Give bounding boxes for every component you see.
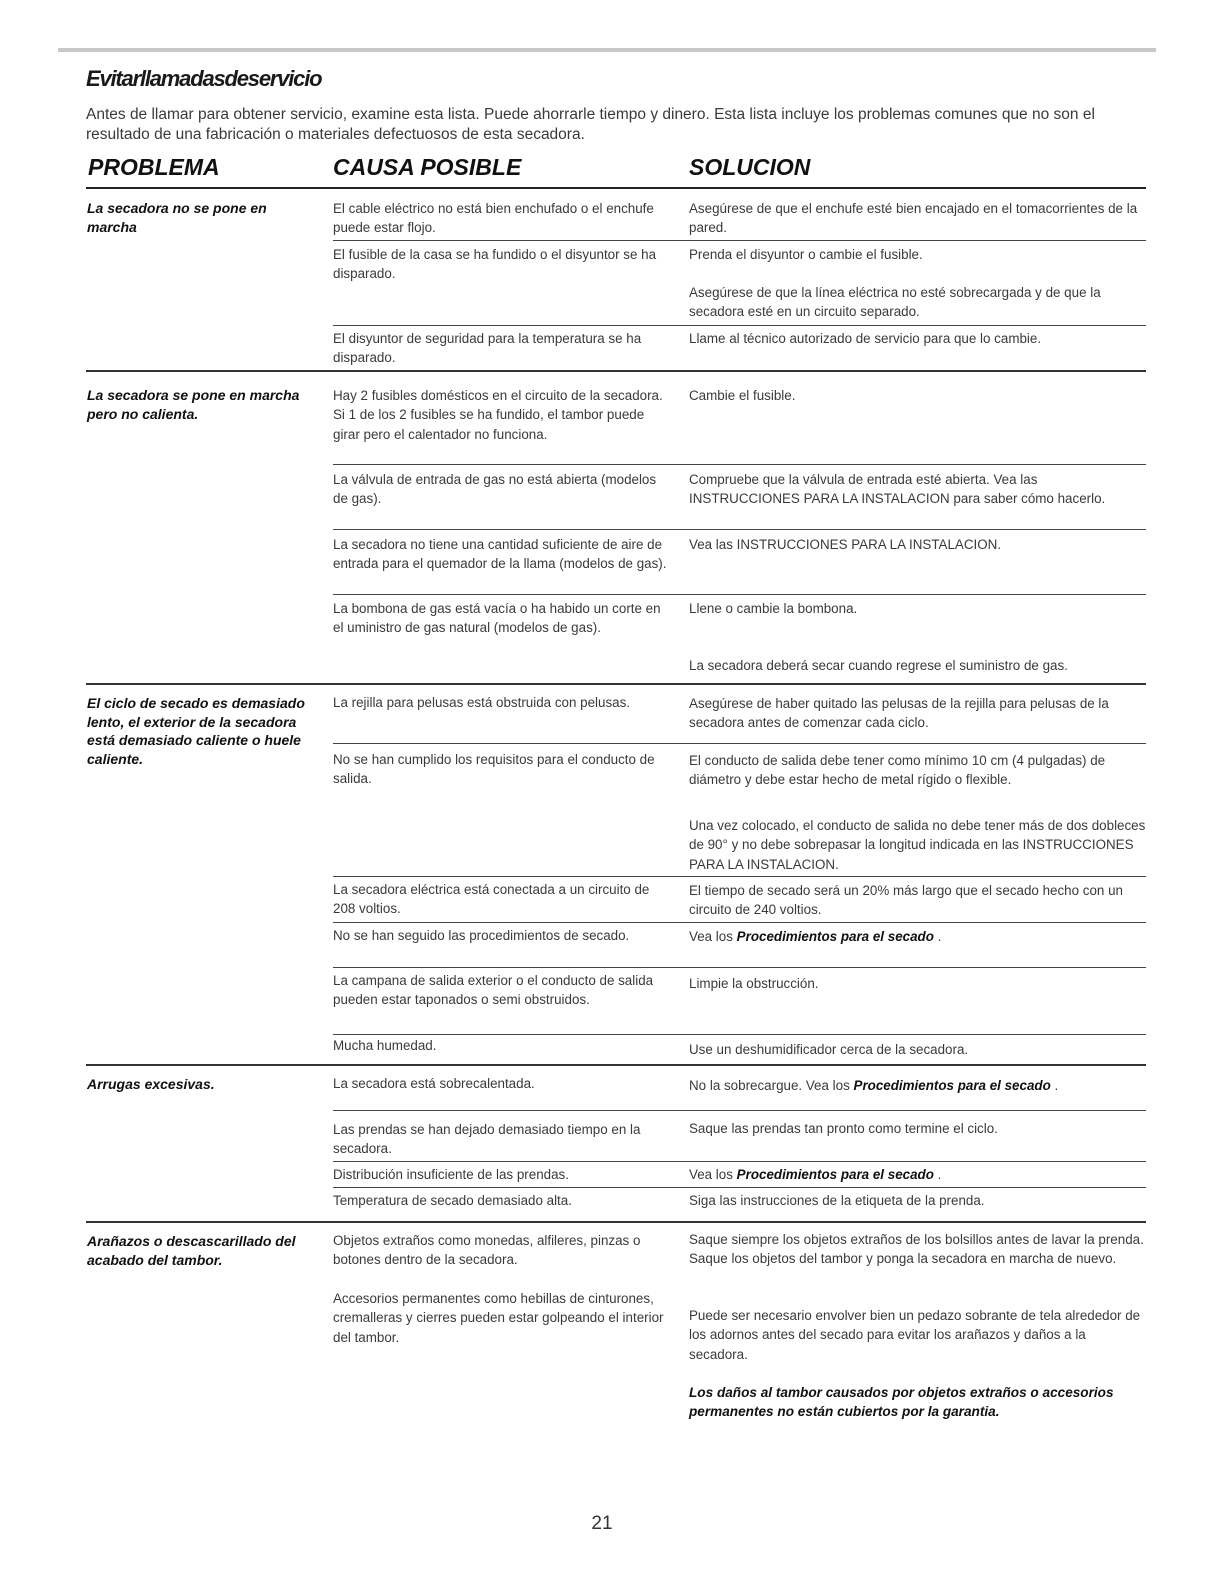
solution: Limpie la obstrucción.: [689, 976, 819, 991]
section-divider: [86, 370, 1146, 372]
section-divider: [86, 683, 1146, 685]
solution: El conducto de salida debe tener como mínimo 10 cm (4 pulgadas) de diámetro y debe estar hecho de metal rígido o flexible.: [689, 753, 1106, 788]
solution: Prenda el disyuntor o cambie el fusible.: [689, 247, 923, 262]
row-divider: [333, 240, 1146, 241]
cause: Mucha humedad.: [333, 1038, 437, 1053]
header-cause: CAUSA POSIBLE: [333, 154, 522, 180]
procedures-link-text: Procedimientos para el secado: [736, 929, 934, 944]
header-rule: [86, 187, 1146, 189]
cause: Accesorios permanentes como hebillas de cinturones, cremalleras y cierres pueden estar golpeando el interior del tambor.: [333, 1291, 664, 1345]
page-title: Evitarllamadasdeservicio: [86, 66, 322, 91]
solution: Asegúrese de haber quitado las pelusas de la rejilla para pelusas de la secadora antes de comenzar cada ciclo.: [689, 696, 1109, 731]
row-divider: [333, 876, 1146, 877]
cause: No se han cumplido los requisitos para el conducto de salida.: [333, 752, 655, 787]
problem-wrinkles: Arrugas excesivas.: [87, 1076, 215, 1092]
cause: La rejilla para pelusas está obstruida con pelusas.: [333, 695, 631, 710]
section-divider: [86, 1064, 1146, 1066]
row-divider: [333, 1034, 1146, 1035]
solution: Llene o cambie la bombona.: [689, 601, 858, 616]
cause: La campana de salida exterior o el conducto de salida pueden estar taponados o semi obstruidos.: [333, 973, 654, 1008]
cause: El cable eléctrico no está bien enchufado o el enchufe puede estar flojo.: [333, 201, 654, 236]
cause: La bombona de gas está vacía o ha habido un corte en el uministro de gas natural (modelos de gas).: [333, 601, 661, 636]
row-divider: [333, 922, 1146, 923]
warranty-note: Los daños al tambor causados por objetos extraños o accesorios permanentes no están cubiertos por la garantia.: [689, 1385, 1114, 1420]
cause: La secadora está sobrecalentada.: [333, 1076, 535, 1091]
solution: Cambie el fusible.: [689, 388, 796, 403]
row-divider: [333, 1110, 1146, 1111]
problem-no-start: La secadora no se pone en marcha: [87, 200, 267, 235]
row-divider: [333, 1187, 1146, 1188]
solution: Llame al técnico autorizado de servicio para que lo cambie.: [689, 331, 1042, 346]
solution: Asegúrese de que el enchufe esté bien encajado en el tomacorrientes de la pared.: [689, 201, 1138, 236]
cause: El disyuntor de seguridad para la temperatura se ha disparado.: [333, 331, 642, 366]
cause: Las prendas se han dejado demasiado tiempo en la secadora.: [333, 1122, 641, 1157]
header-solution: SOLUCION: [689, 154, 811, 180]
cause: Hay 2 fusibles domésticos en el circuito de la secadora. Si 1 de los 2 fusibles se ha fundido, el tambor puede girar pero el calentador no funciona.: [333, 388, 663, 442]
cause: La secadora eléctrica está conectada a un circuito de 208 voltios.: [333, 882, 650, 917]
solution: Puede ser necesario envolver bien un pedazo sobrante de tela alrededor de los adornos antes del secado para evitar los arañazos y daños a la secadora.: [689, 1308, 1141, 1362]
page-number: 21: [591, 1513, 613, 1534]
solution: Compruebe que la válvula de entrada esté abierta. Vea las INSTRUCCIONES PARA LA INSTALACION para saber cómo hacerlo.: [689, 472, 1106, 507]
problem-no-heat: La secadora se pone en marcha pero no calienta.: [87, 387, 300, 422]
row-divider: [333, 743, 1146, 744]
row-divider: [333, 1161, 1146, 1162]
cause: Temperatura de secado demasiado alta.: [333, 1193, 572, 1208]
solution: Una vez colocado, el conducto de salida no debe tener más de dos dobleces de 90° y no debe sobrepasar la longitud indicada en las INSTRUCCIONES PARA LA INSTALACION.: [689, 818, 1146, 872]
cause: Objetos extraños como monedas, alfileres, pinzas o botones dentro de la secadora.: [333, 1233, 641, 1268]
procedures-link-text: Procedimientos para el secado: [736, 1167, 934, 1182]
solution: Siga las instrucciones de la etiqueta de la prenda.: [689, 1193, 985, 1208]
top-divider: [58, 48, 1156, 52]
cause: No se han seguido las procedimientos de secado.: [333, 928, 630, 943]
solution: Saque las prendas tan pronto como termine el ciclo.: [689, 1121, 998, 1136]
cause: El fusible de la casa se ha fundido o el disyuntor se ha disparado.: [333, 247, 657, 282]
cause: La válvula de entrada de gas no está abierta (modelos de gas).: [333, 472, 657, 507]
solution: Vea los Procedimientos para el secado .: [689, 1167, 942, 1182]
problem-drum-scratches: Arañazos o descascarillado del acabado del tambor.: [87, 1233, 296, 1268]
solution: Use un deshumidificador cerca de la secadora.: [689, 1042, 969, 1057]
section-divider: [86, 1221, 1146, 1223]
intro-paragraph: Antes de llamar para obtener servicio, examine esta lista. Puede ahorrarle tiempo y dinero. Esta lista incluye los problemas comunes que no son el resultado de una fabricación o materiales defectuosos de esta secadora.: [86, 106, 1095, 143]
problem-slow-dry: El ciclo de secado es demasiado lento, el exterior de la secadora está demasiado caliente o huele caliente.: [87, 695, 305, 767]
cause: Distribución insuficiente de las prendas.: [333, 1167, 569, 1182]
solution: Vea los Procedimientos para el secado .: [689, 929, 942, 944]
header-problem: PROBLEMA: [88, 154, 220, 180]
procedures-link-text: Procedimientos para el secado: [853, 1078, 1051, 1093]
solution: El tiempo de secado será un 20% más largo que el secado hecho con un circuito de 240 voltios.: [689, 883, 1123, 918]
solution: Asegúrese de que la línea eléctrica no esté sobrecargada y de que la secadora esté en un circuito separado.: [689, 285, 1101, 320]
row-divider: [333, 594, 1146, 595]
row-divider: [333, 529, 1146, 530]
solution: No la sobrecargue. Vea los Procedimientos para el secado .: [689, 1078, 1059, 1093]
cause: La secadora no tiene una cantidad suficiente de aire de entrada para el quemador de la llama (modelos de gas).: [333, 537, 667, 572]
solution: Vea las INSTRUCCIONES PARA LA INSTALACION.: [689, 537, 1002, 552]
row-divider: [333, 464, 1146, 465]
solution: La secadora deberá secar cuando regrese el suministro de gas.: [689, 658, 1068, 673]
row-divider: [333, 325, 1146, 326]
row-divider: [333, 967, 1146, 968]
solution: Saque siempre los objetos extraños de los bolsillos antes de lavar la prenda. Saque los objetos del tambor y ponga la secadora en marcha de nuevo.: [689, 1232, 1144, 1267]
